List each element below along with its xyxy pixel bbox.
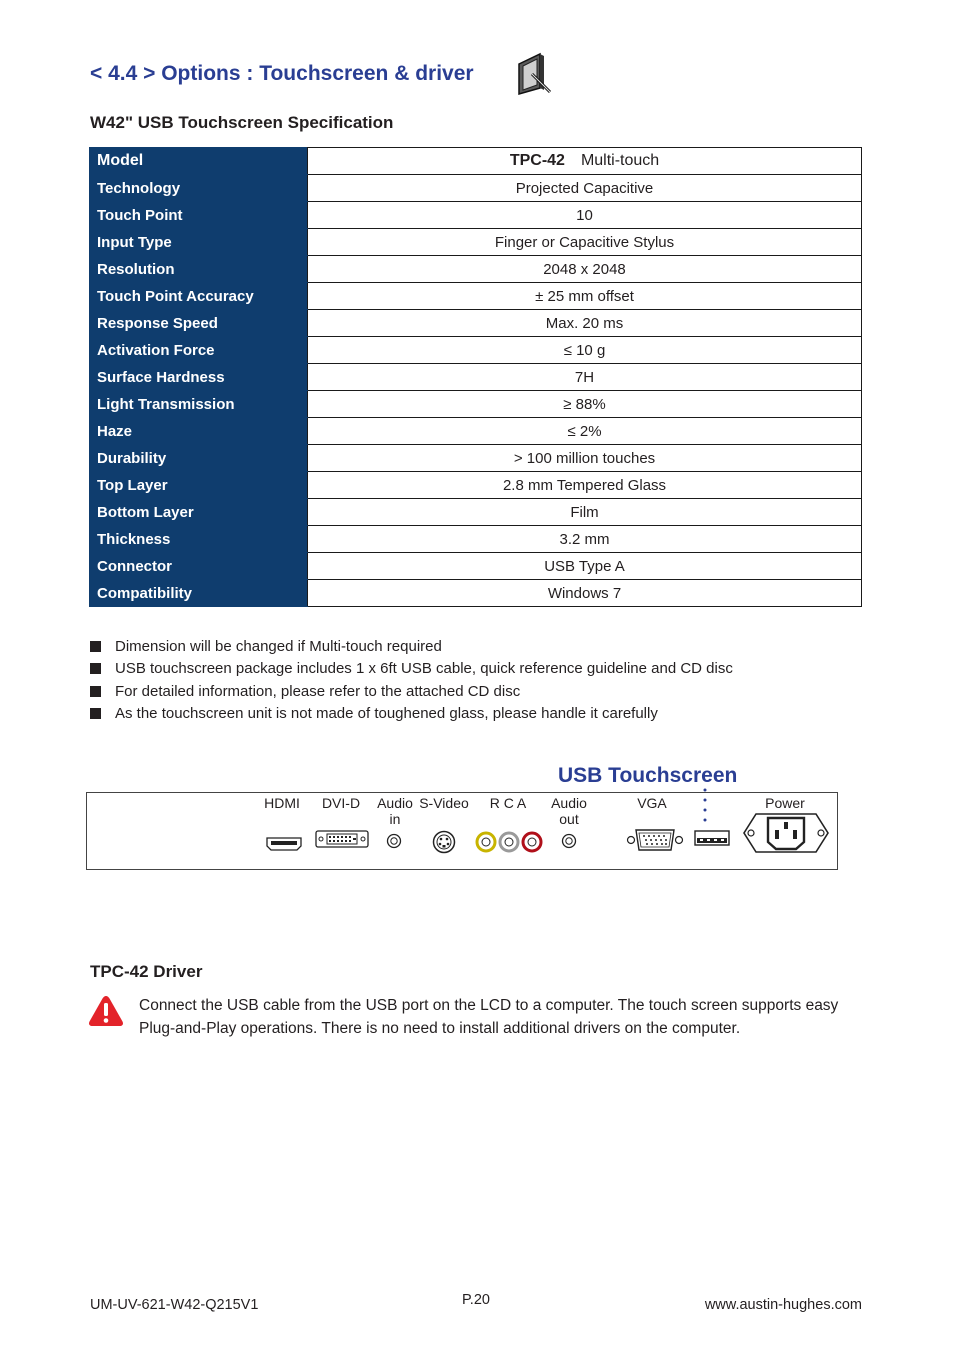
spec-row bbox=[90, 391, 862, 418]
usb-port-icon bbox=[694, 830, 730, 846]
port-label-power: Power bbox=[765, 795, 805, 811]
spec-label: Bottom Layer bbox=[90, 499, 308, 526]
spec-value: 2048 x 2048 bbox=[308, 256, 862, 283]
warning-icon bbox=[88, 995, 124, 1027]
square-bullet-icon bbox=[90, 708, 101, 719]
spec-row bbox=[90, 364, 862, 391]
spec-row bbox=[90, 526, 862, 553]
spec-row bbox=[90, 337, 862, 364]
note-text: For detailed information, please refer to the attached CD disc bbox=[115, 682, 521, 700]
note-item bbox=[90, 636, 733, 658]
spec-label: Touch Point Accuracy bbox=[90, 283, 308, 310]
spec-value: Finger or Capacitive Stylus bbox=[308, 229, 862, 256]
port-label-audio-in bbox=[370, 795, 420, 827]
spec-row bbox=[90, 472, 862, 499]
spec-value: Max. 20 ms bbox=[308, 310, 862, 337]
spec-value: USB Type A bbox=[308, 553, 862, 580]
model-code: TPC-42 bbox=[509, 152, 565, 169]
square-bullet-icon bbox=[90, 663, 101, 674]
audio-out-line2: out bbox=[559, 811, 579, 827]
spec-row bbox=[90, 202, 862, 229]
spec-label: Touch Point bbox=[90, 202, 308, 229]
spec-value: 3.2 mm bbox=[308, 526, 862, 553]
vga-port-icon bbox=[626, 827, 684, 853]
spec-row bbox=[90, 553, 862, 580]
spec-label: Activation Force bbox=[90, 337, 308, 364]
svideo-port-icon bbox=[432, 830, 456, 854]
port-label-audio-out bbox=[544, 795, 594, 827]
footer-doc-id: UM-UV-621-W42-Q215V1 bbox=[90, 1297, 259, 1313]
spec-value: ≤ 2% bbox=[308, 418, 862, 445]
port-label-rca: R C A bbox=[489, 795, 527, 811]
notes-list bbox=[90, 636, 733, 725]
spec-label: Resolution bbox=[90, 256, 308, 283]
spec-value: Film bbox=[308, 499, 862, 526]
square-bullet-icon bbox=[90, 641, 101, 652]
driver-instructions: Connect the USB cable from the USB port on the LCD to a computer. The touch screen supports easy Plug-and-Play operations. There is no need to install additional drivers on the computer. bbox=[139, 997, 839, 1037]
usb-touchscreen-callout: USB Touchscreen bbox=[558, 764, 738, 787]
spec-heading: W42" USB Touchscreen Specification bbox=[90, 113, 394, 132]
spec-label: Technology bbox=[90, 175, 308, 202]
square-bullet-icon bbox=[90, 686, 101, 697]
spec-label: Model bbox=[90, 148, 308, 175]
spec-model-value bbox=[308, 148, 862, 175]
note-text: USB touchscreen package includes 1 x 6ft USB cable, quick reference guideline and CD disc bbox=[115, 660, 733, 678]
spec-label: Thickness bbox=[90, 526, 308, 553]
spec-row bbox=[90, 418, 862, 445]
port-label-svideo: S-Video bbox=[419, 795, 469, 811]
touchscreen-pen-icon bbox=[514, 50, 556, 96]
port-label-dvid: DVI-D bbox=[321, 795, 361, 811]
spec-value: ≤ 10 g bbox=[308, 337, 862, 364]
audio-in-line2: in bbox=[389, 811, 401, 827]
spec-label: Response Speed bbox=[90, 310, 308, 337]
spec-label: Top Layer bbox=[90, 472, 308, 499]
power-socket-icon bbox=[742, 812, 830, 854]
port-label-hdmi: HDMI bbox=[264, 795, 300, 811]
spec-label: Haze bbox=[90, 418, 308, 445]
spec-row bbox=[90, 445, 862, 472]
dvi-port-icon bbox=[315, 829, 369, 849]
spec-row bbox=[90, 499, 862, 526]
spec-label: Durability bbox=[90, 445, 308, 472]
note-item bbox=[90, 681, 733, 703]
spec-row bbox=[90, 256, 862, 283]
spec-label: Surface Hardness bbox=[90, 364, 308, 391]
audio-in-line1: Audio bbox=[377, 795, 413, 811]
spec-row bbox=[90, 229, 862, 256]
rca-jacks-icon bbox=[475, 831, 543, 853]
spec-value: Windows 7 bbox=[308, 580, 862, 607]
spec-label: Connector bbox=[90, 553, 308, 580]
note-text: As the touchscreen unit is not made of toughened glass, please handle it carefully bbox=[115, 704, 658, 722]
spec-row bbox=[90, 175, 862, 202]
spec-value: 7H bbox=[308, 364, 862, 391]
spec-label: Compatibility bbox=[90, 580, 308, 607]
hdmi-port-icon bbox=[266, 836, 302, 852]
spec-table bbox=[89, 147, 862, 607]
note-item bbox=[90, 658, 733, 680]
spec-value: 10 bbox=[308, 202, 862, 229]
audio-out-jack-icon bbox=[561, 833, 577, 849]
spec-row bbox=[90, 283, 862, 310]
port-label-vga: VGA bbox=[637, 795, 667, 811]
spec-row-model bbox=[90, 148, 862, 175]
spec-row bbox=[90, 310, 862, 337]
audio-in-jack-icon bbox=[386, 833, 402, 849]
spec-label: Light Transmission bbox=[90, 391, 308, 418]
model-type: Multi-touch bbox=[580, 152, 660, 169]
spec-value: 2.8 mm Tempered Glass bbox=[308, 472, 862, 499]
note-item bbox=[90, 703, 733, 725]
page-title: < 4.4 > Options : Touchscreen & driver bbox=[90, 62, 474, 85]
spec-value: Projected Capacitive bbox=[308, 175, 862, 202]
spec-row bbox=[90, 580, 862, 607]
audio-out-line1: Audio bbox=[551, 795, 587, 811]
spec-label: Input Type bbox=[90, 229, 308, 256]
spec-value: > 100 million touches bbox=[308, 445, 862, 472]
footer-url: www.austin-hughes.com bbox=[704, 1297, 862, 1313]
footer-page-number: P.20 bbox=[462, 1292, 490, 1308]
driver-heading: TPC-42 Driver bbox=[90, 962, 203, 981]
note-text: Dimension will be changed if Multi-touch required bbox=[115, 638, 442, 655]
spec-value: ± 25 mm offset bbox=[308, 283, 862, 310]
spec-value: ≥ 88% bbox=[308, 391, 862, 418]
